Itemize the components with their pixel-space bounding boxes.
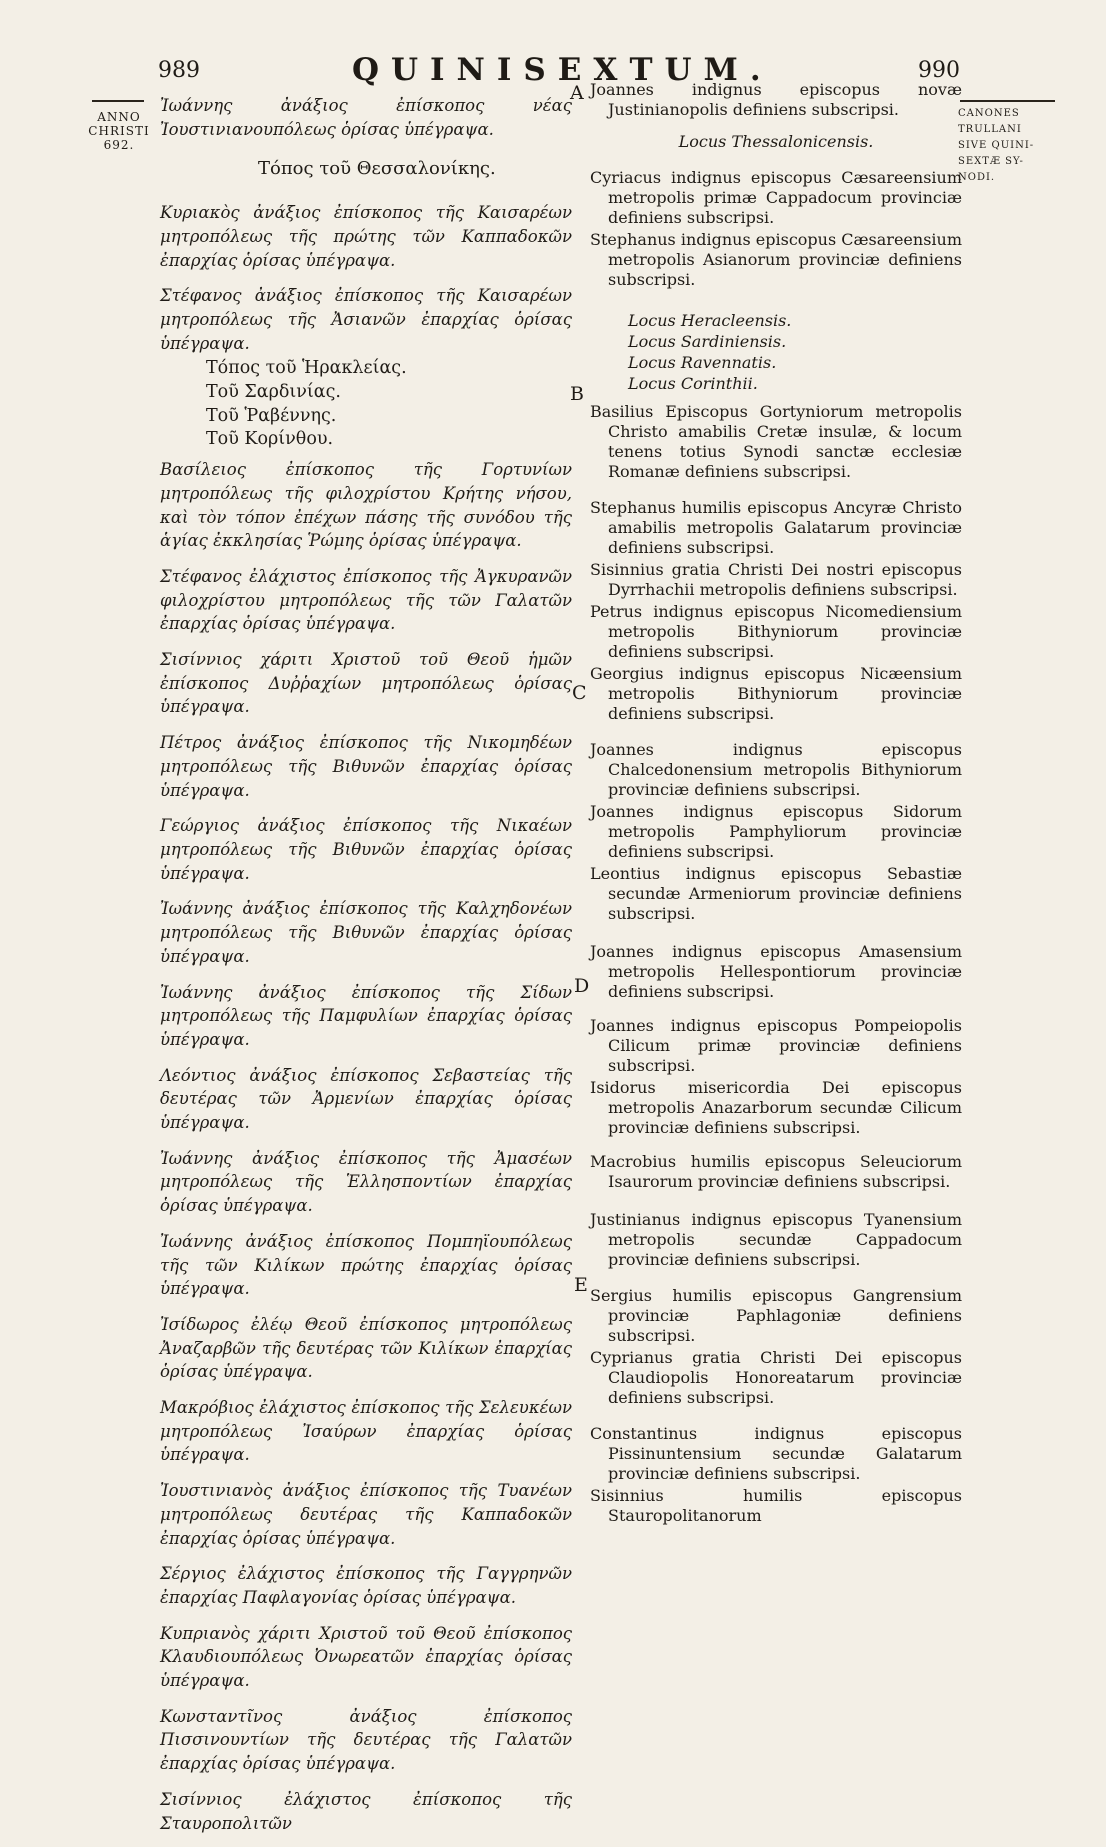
greek-entry: Κυριακὸς ἀνάξιος ἐπίσκοπος τῆς Καισαρέων μητροπόλεως τῆς πρώτης τῶν Καππαδοκῶν ἐπαρχίας ὁρίσας ὑπέγραψα.: [160, 203, 572, 270]
latin-entry: Sisinnius humilis episcopus Stauropolitanorum: [590, 1486, 962, 1525]
greek-entry: Κυπριανὸς χάριτι Χριστοῦ τοῦ Θεοῦ ἐπίσκοπος Κλαυδιουπόλεως Ὀνωρεατῶν ἐπαρχίας ὁρίσας ὑπέγραψα.: [160, 1623, 572, 1691]
margin-note-canones: [958, 106, 1050, 186]
latin-entry: Georgius indignus episcopus Nicæensium metropolis Bithyniorum provinciæ definiens subscripsi.: [590, 664, 962, 723]
section-marker-b: B: [570, 383, 584, 405]
latin-entry: Joannes indignus episcopus Amasensium metropolis Hellespontiorum provinciæ definiens subscripsi.: [590, 942, 962, 1001]
page-number-left: 989: [158, 58, 200, 83]
latin-locus-heading: Locus Thessalonicensis.: [678, 132, 874, 151]
margin-note-line: SEXTÆ SY-: [958, 156, 1024, 167]
latin-column: [590, 80, 962, 1538]
latin-entry: Isidorus misericordia Dei episcopus metropolis Anazarborum secundæ Cilicum provinciæ definiens subscripsi.: [590, 1078, 962, 1137]
latin-entry: Sisinnius gratia Christi Dei nostri episcopus Dyrrhachii metropolis definiens subscripsi.: [590, 560, 962, 599]
greek-entry: Πέτρος ἀνάξιος ἐπίσκοπος τῆς Νικομηδέων μητροπόλεως τῆς Βιθυνῶν ἐπαρχίας ὁρίσας ὑπέγραψα.: [160, 733, 572, 800]
latin-entry: Justinianus indignus episcopus Tyanensium metropolis secundæ Cappadocum provinciæ definiens subscripsi.: [590, 1210, 962, 1269]
header-rule-right: [960, 100, 1055, 102]
latin-sub-locus: Locus Ravennatis.: [628, 353, 777, 372]
greek-entry: Ἰωάννης ἀνάξιος ἐπίσκοπος τῆς Ἀμασέων μητροπόλεως τῆς Ἑλλησποντίων ἐπαρχίας ὁρίσας ὑπέγραψα.: [160, 1148, 572, 1216]
greek-sub-locus: Τοῦ Σαρδινίας.: [206, 382, 341, 403]
margin-note-line: TRULLANI: [958, 124, 1022, 135]
section-marker-a: A: [570, 82, 584, 104]
section-marker-e: E: [574, 1274, 588, 1296]
margin-note-line: ANNO: [97, 110, 141, 124]
greek-entry: Σισίννιος ἐλάχιστος ἐπίσκοπος τῆς Σταυροπολιτῶν: [160, 1789, 572, 1833]
margin-note-line: CHRISTI: [88, 124, 150, 138]
running-title: QUINISEXTUM.: [352, 52, 773, 88]
greek-entry: Ἰωάννης ἀνάξιος ἐπίσκοπος τῆς Καλχηδονέων μητροπόλεως τῆς Βιθυνῶν ἐπαρχίας ὁρίσας ὑπέγραψα.: [160, 899, 572, 966]
section-marker-d: D: [574, 975, 590, 997]
latin-entry: Leontius indignus episcopus Sebastiæ secundæ Armeniorum provinciæ definiens subscripsi.: [590, 864, 962, 923]
latin-entry: Joannes indignus episcopus Pompeiopolis Cilicum primæ provinciæ definiens subscripsi.: [590, 1016, 962, 1075]
margin-note-year: [86, 110, 152, 152]
header-rule-left: [92, 100, 144, 102]
latin-entry: Constantinus indignus episcopus Pissinuntensium secundæ Galatarum provinciæ definiens subscripsi.: [590, 1424, 962, 1483]
section-marker-c: C: [572, 682, 587, 704]
latin-entry: Sergius humilis episcopus Gangrensium provinciæ Paphlagoniæ definiens subscripsi.: [590, 1286, 962, 1345]
greek-entry: Ἰωάννης ἀνάξιος ἐπίσκοπος τῆς Σίδων μητροπόλεως τῆς Παμφυλίων ἐπαρχίας ὁρίσας ὑπέγραψα.: [160, 982, 572, 1049]
latin-sub-locus: Locus Corinthii.: [628, 374, 758, 393]
margin-note-line: NODI.: [958, 172, 996, 183]
latin-entry: Joannes indignus episcopus Sidorum metropolis Pamphyliorum provinciæ definiens subscripsi.: [590, 802, 962, 861]
latin-entry: Petrus indignus episcopus Nicomediensium metropolis Bithyniorum provinciæ definiens subscripsi.: [590, 602, 962, 661]
latin-entry: Cyprianus gratia Christi Dei episcopus Claudiopolis Honoreatarum provinciæ definiens subscripsi.: [590, 1348, 962, 1407]
greek-entry: Μακρόβιος ἐλάχιστος ἐπίσκοπος τῆς Σελευκέων μητροπόλεως Ἰσαύρων ἐπαρχίας ὁρίσας ὑπέγραψα.: [160, 1398, 572, 1465]
greek-locus-heading: Τόπος τοῦ Θεσσαλονίκης.: [258, 158, 496, 180]
greek-sub-locus: Τοῦ Ῥαβέννης.: [206, 405, 337, 426]
latin-entry: Joannes indignus episcopus Chalcedonensium metropolis Bithyniorum provinciæ definiens subscripsi.: [590, 740, 962, 799]
greek-entry: Σέργιος ἐλάχιστος ἐπίσκοπος τῆς Γαγγρηνῶν ἐπαρχίας Παφλαγονίας ὁρίσας ὑπέγραψα.: [160, 1564, 572, 1607]
greek-entry: Βασίλειος ἐπίσκοπος τῆς Γορτυνίων μητροπόλεως τῆς φιλοχρίστου Κρήτης νήσου, καὶ τὸν τόπον ἐπέχων πάσης τῆς συνόδου τῆς ἁγίας ἐκκλησίας Ῥώμης ὁρίσας ὑπέγραψα.: [160, 460, 572, 551]
greek-entry: Κωνσταντῖνος ἀνάξιος ἐπίσκοπος Πισσινουντίων τῆς δευτέρας τῆς Γαλατῶν ἐπαρχίας ὁρίσας ὑπέγραψα.: [160, 1706, 572, 1774]
latin-entry: Macrobius humilis episcopus Seleuciorum Isaurorum provinciæ definiens subscripsi.: [590, 1152, 962, 1191]
greek-entry: Λεόντιος ἀνάξιος ἐπίσκοπος Σεβαστείας τῆς δευτέρας τῶν Ἀρμενίων ἐπαρχίας ὁρίσας ὑπέγραψα.: [160, 1065, 572, 1133]
greek-entry: Στέφανος ἀνάξιος ἐπίσκοπος τῆς Καισαρέων μητροπόλεως τῆς Ἀσιανῶν ἐπαρχίας ὁρίσας ὑπέγραψα.: [160, 286, 572, 353]
greek-entry: Ἰσίδωρος ἐλέῳ Θεοῦ ἐπίσκοπος μητροπόλεως Ἀναζαρβῶν τῆς δευτέρας τῶν Κιλίκων ἐπαρχίας ὁρίσας ὑπέγραψα.: [160, 1314, 572, 1382]
greek-entry: Ἰουστινιανὸς ἀνάξιος ἐπίσκοπος τῆς Τυανέων μητροπόλεως δευτέρας τῆς Καππαδοκῶν ἐπαρχίας ὁρίσας ὑπέγραψα.: [160, 1481, 572, 1548]
latin-entry: Basilius Episcopus Gortyniorum metropolis Christo amabilis Cretæ insulæ, & locum tenens totius Synodi sanctæ ecclesiæ Romanæ definiens subscripsi.: [590, 402, 962, 481]
greek-sub-locus: Τόπος τοῦ Ἡρακλείας.: [206, 358, 407, 379]
latin-entry: Joannes indignus episcopus novæ Justinianopolis definiens subscripsi.: [590, 80, 962, 119]
margin-note-line: CANONES: [958, 108, 1020, 119]
latin-entry: Cyriacus indignus episcopus Cæsareensium metropolis primæ Cappadocum provinciæ definiens subscripsi.: [590, 168, 962, 227]
margin-note-line: 692.: [103, 138, 135, 152]
latin-entry: Stephanus humilis episcopus Ancyræ Christo amabilis metropolis Galatarum provinciæ definiens subscripsi.: [590, 498, 962, 557]
latin-sub-locus: Locus Sardiniensis.: [628, 332, 787, 351]
greek-entry: Γεώργιος ἀνάξιος ἐπίσκοπος τῆς Νικαέων μητροπόλεως τῆς Βιθυνῶν ἐπαρχίας ὁρίσας ὑπέγραψα.: [160, 816, 572, 883]
greek-sub-locus: Τοῦ Κορίνθου.: [206, 429, 334, 450]
margin-note-line: SIVE QUINI-: [958, 140, 1035, 151]
latin-sub-locus: Locus Heracleensis.: [628, 311, 792, 330]
greek-entry: Σισίννιος χάριτι Χριστοῦ τοῦ Θεοῦ ἡμῶν ἐπίσκοπος Δυῤῥαχίων μητροπόλεως ὁρίσας ὑπέγραψα.: [160, 650, 572, 717]
greek-entry: Ἰωάννης ἀνάξιος ἐπίσκοπος νέας Ἰουστινιανουπόλεως ὁρίσας ὑπέγραψα.: [160, 96, 572, 139]
greek-entry: Ἰωάννης ἀνάξιος ἐπίσκοπος Πομπηϊουπόλεως τῆς τῶν Κιλίκων πρώτης ἐπαρχίας ὁρίσας ὑπέγραψα.: [160, 1231, 572, 1299]
page-number-right: 990: [918, 58, 960, 83]
latin-entry: Stephanus indignus episcopus Cæsareensium metropolis Asianorum provinciæ definiens subscripsi.: [590, 230, 962, 289]
greek-column: [160, 94, 572, 1847]
greek-entry: Στέφανος ἐλάχιστος ἐπίσκοπος τῆς Ἀγκυρανῶν φιλοχρίστου μητροπόλεως τῆς τῶν Γαλατῶν ἐπαρχίας ὁρίσας ὑπέγραψα.: [160, 566, 572, 634]
